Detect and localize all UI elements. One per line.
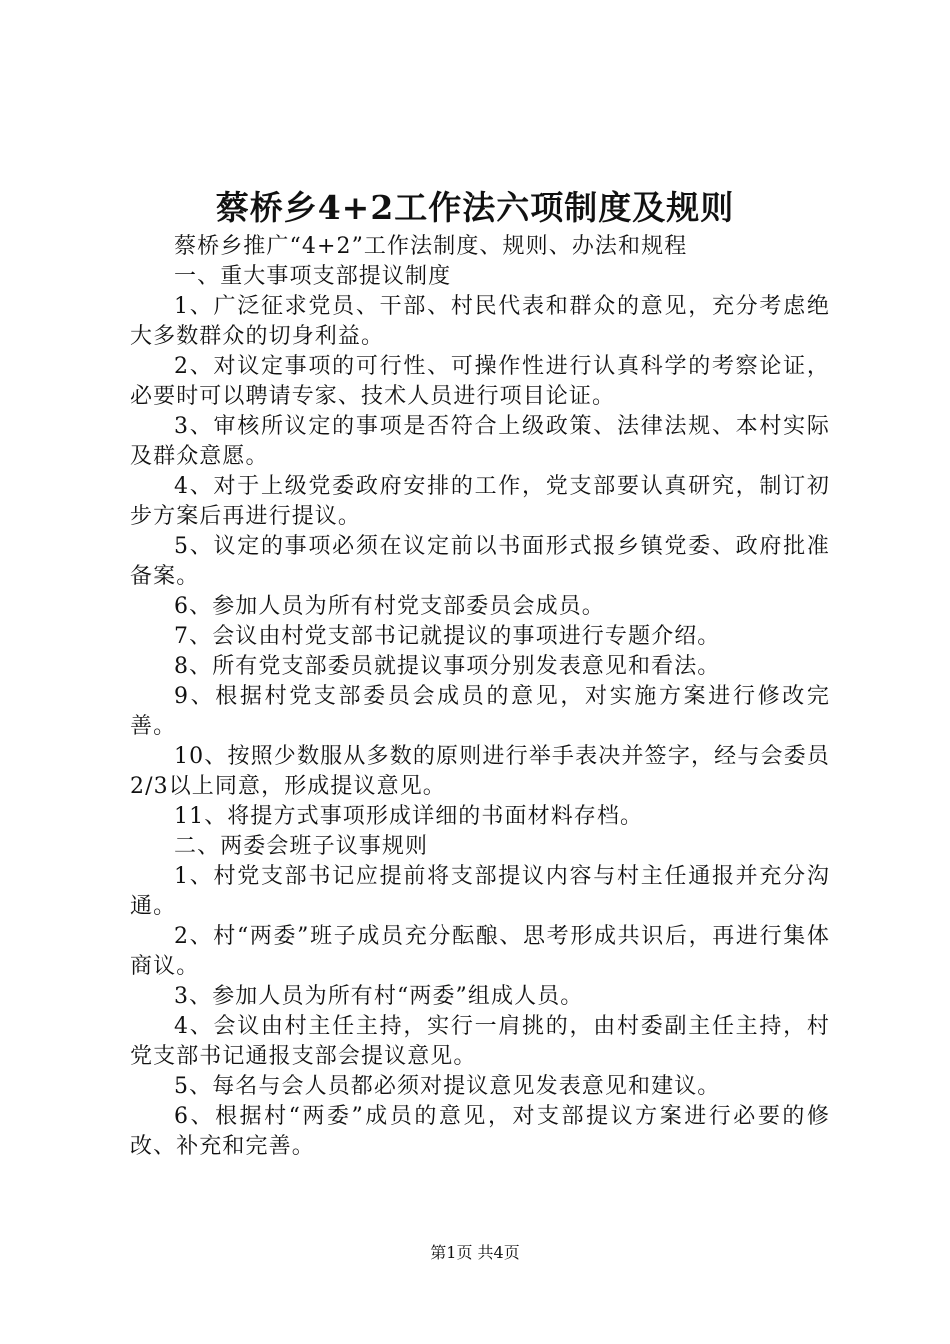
paragraph: 10、按照少数服从多数的原则进行举手表决并签字，经与会委员2/3以上同意，形成提议意见。 [130,744,830,799]
document-title: 蔡桥乡4+2工作法六项制度及规则 [215,188,735,227]
document-body [130,232,830,1162]
paragraph: 2、对议定事项的可行性、可操作性进行认真科学的考察论证，必要时可以聘请专家、技术人员进行项目论证。 [130,354,830,409]
paragraph: 1、广泛征求党员、干部、村民代表和群众的意见，充分考虑绝大多数群众的切身利益。 [130,294,830,349]
paragraph: 3、参加人员为所有村“两委”组成人员。 [174,984,584,1009]
section-heading-2: 二、两委会班子议事规则 [174,834,429,859]
paragraph: 7、会议由村党支部书记就提议的事项进行专题介绍。 [174,624,721,649]
paragraph: 4、对于上级党委政府安排的工作，党支部要认真研究，制订初步方案后再进行提议。 [130,474,830,529]
paragraph: 3、审核所议定的事项是否符合上级政策、法律法规、本村实际及群众意愿。 [130,414,830,469]
paragraph: 1、村党支部书记应提前将支部提议内容与村主任通报并充分沟通。 [130,864,830,919]
paragraph: 6、根据村“两委”成员的意见，对支部提议方案进行必要的修改、补充和完善。 [130,1104,830,1159]
paragraph: 4、会议由村主任主持，实行一肩挑的，由村委副主任主持，村党支部书记通报支部会提议意见。 [130,1014,830,1069]
paragraph: 8、所有党支部委员就提议事项分别发表意见和看法。 [174,654,721,679]
section-heading-1: 一、重大事项支部提议制度 [174,264,452,289]
subtitle-paragraph: 蔡桥乡推广“4+2”工作法制度、规则、办法和规程 [174,234,688,259]
paragraph: 2、村“两委”班子成员充分酝酿、思考形成共识后，再进行集体商议。 [130,924,830,979]
paragraph: 11、将提方式事项形成详细的书面材料存档。 [174,804,644,829]
paragraph: 5、每名与会人员都必须对提议意见发表意见和建议。 [174,1074,721,1099]
page-footer: 第1页 共4页 [430,1243,520,1262]
paragraph: 9、根据村党支部委员会成员的意见，对实施方案进行修改完善。 [130,684,830,739]
paragraph: 6、参加人员为所有村党支部委员会成员。 [174,594,605,619]
paragraph: 5、议定的事项必须在议定前以书面形式报乡镇党委、政府批准备案。 [130,534,830,589]
